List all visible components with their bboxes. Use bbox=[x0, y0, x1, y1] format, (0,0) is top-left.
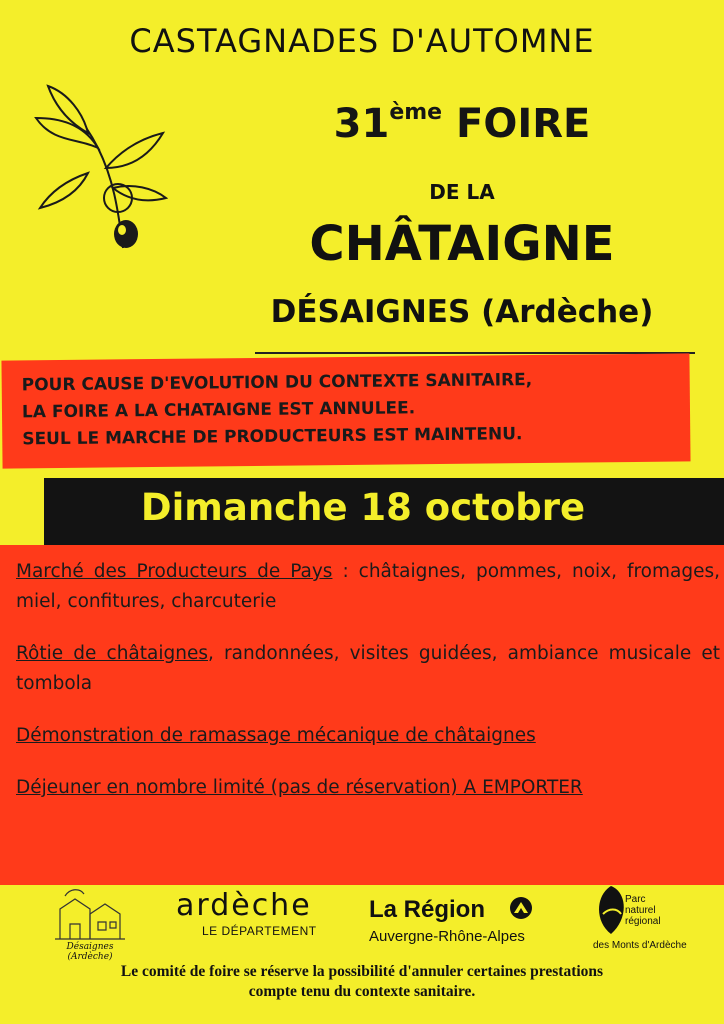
parc-line-3: régional bbox=[625, 916, 661, 927]
alert-line-1: POUR CAUSE D'EVOLUTION DU CONTEXTE SANITAIRE, bbox=[21, 370, 533, 396]
footer-note bbox=[0, 962, 724, 1002]
program-item-demo bbox=[16, 721, 720, 751]
event-date: Dimanche 18 octobre bbox=[140, 486, 586, 529]
sponsor-logos bbox=[0, 884, 724, 962]
ardeche-sub: LE DÉPARTEMENT bbox=[202, 924, 317, 938]
ardeche-word: ardèche bbox=[176, 888, 312, 923]
de-la-text: DE LA bbox=[429, 180, 495, 204]
footer-line-1: Le comité de foire se réserve la possibilité d'annuler certaines prestations bbox=[120, 963, 604, 980]
village-title: DÉSAIGNES (Ardèche) bbox=[270, 294, 654, 330]
edition-number: 31 bbox=[333, 101, 390, 147]
market-title: Marché des Producteurs de Pays bbox=[16, 561, 333, 582]
alert-line-3: SEUL LE MARCHE DE PRODUCTEURS EST MAINTENU. bbox=[22, 424, 523, 450]
village-sketch-icon bbox=[50, 884, 130, 942]
chestnut-branch-icon bbox=[28, 78, 168, 258]
market-details: : châtaignes, pommes, noix, fromages, miel, confitures, charcuterie bbox=[16, 561, 720, 612]
program-item-market bbox=[16, 557, 720, 617]
footer-line-2: compte tenu du contexte sanitaire. bbox=[248, 983, 476, 1000]
desaignes-logo bbox=[50, 884, 130, 962]
region-word: La Région bbox=[369, 896, 486, 923]
program-item-lunch bbox=[16, 773, 720, 803]
region-mountain-icon bbox=[509, 896, 533, 920]
parc-logo bbox=[585, 884, 695, 954]
program-item-roast bbox=[16, 639, 720, 699]
lunch-text: Déjeuner en nombre limité (pas de réservation) A EMPORTER bbox=[16, 777, 583, 798]
poster-headline: CASTAGNADES D'AUTOMNE bbox=[129, 22, 595, 60]
cancellation-banner bbox=[1, 353, 690, 468]
program-panel bbox=[0, 545, 724, 885]
parc-line-2: naturel bbox=[625, 905, 656, 916]
desaignes-caption: Désaignes (Ardèche) bbox=[66, 942, 114, 962]
alert-line-2: LA FOIRE A LA CHATAIGNE EST ANNULEE. bbox=[21, 398, 416, 423]
region-sub: Auvergne-Rhône-Alpes bbox=[369, 928, 525, 945]
parc-text bbox=[625, 894, 661, 927]
ardeche-logo bbox=[172, 884, 342, 954]
roast-details: , randonnées, visites guidées, ambiance musicale et tombola bbox=[16, 643, 720, 694]
edition-word: FOIRE bbox=[456, 101, 591, 147]
roast-title: Rôtie de châtaignes bbox=[16, 643, 208, 664]
parc-bottom: des Monts d'Ardèche bbox=[593, 940, 687, 951]
chataigne-title: CHÂTAIGNE bbox=[309, 216, 615, 272]
region-logo bbox=[365, 884, 545, 954]
demo-text: Démonstration de ramassage mécanique de châtaignes bbox=[16, 725, 536, 746]
edition-title bbox=[200, 100, 724, 147]
parc-line-1: Parc bbox=[625, 894, 646, 905]
edition-suffix: ème bbox=[389, 100, 443, 125]
